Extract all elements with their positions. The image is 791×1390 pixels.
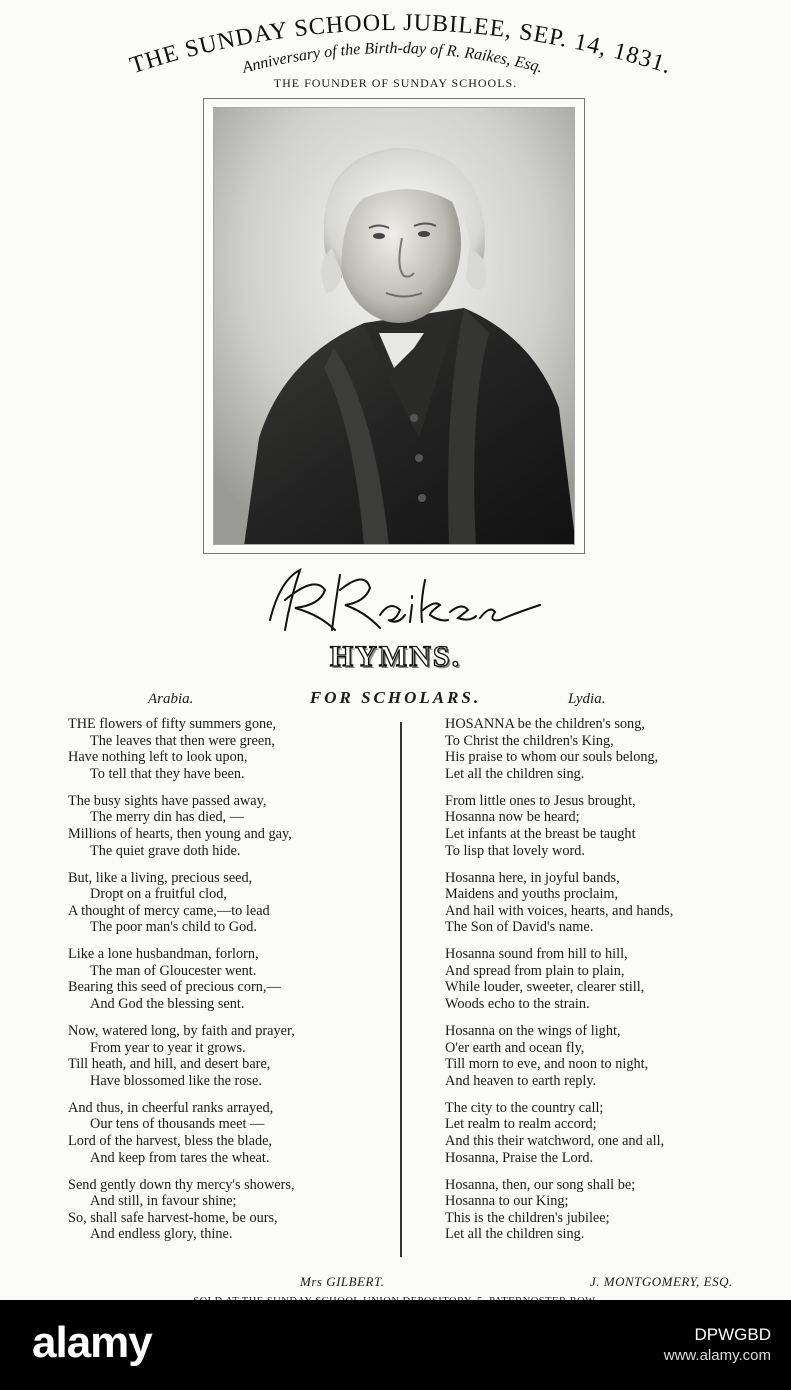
verse-line: To tell that they have been. [90,765,245,782]
verse-line: Hosanna now be heard; [445,809,580,826]
stanza [68,716,398,782]
verse-line: And spread from plain to plain, [445,962,625,979]
right-hymn-column [445,716,775,1253]
verse-line: THE flowers of fifty summers gone, [68,716,277,732]
stanza [68,793,398,859]
verse-line: Let realm to realm accord; [445,1116,597,1133]
verse-line: Like a lone husbandman, forlorn, [68,946,259,963]
verse-line: The poor man's child to God. [90,919,257,936]
founder-line: THE FOUNDER OF SUNDAY SCHOOLS. [273,76,518,90]
stanza [68,870,398,936]
stanza [445,1100,775,1166]
verse-line: But, like a living, precious seed, [68,869,253,886]
hymns-title: HYMNS. [329,640,462,673]
verse-line: Hosanna, Praise the Lord. [445,1149,594,1166]
verse-line: The busy sights have passed away, [68,792,267,809]
verse-line: Let all the children sing. [445,1226,585,1243]
verse-line: Till morn to eve, and noon to night, [445,1056,649,1073]
verse-line: Dropt on a fruitful clod, [90,886,227,903]
verse-line: The quiet grave doth hide. [90,842,241,859]
verse-line: And this their watchword, one and all, [445,1133,665,1150]
verse-line: The merry din has died, — [90,809,245,826]
verse-line: HOSANNA be the children's song, [445,716,645,732]
verse-line: A thought of mercy came,—to lead [68,902,270,919]
verse-line: And keep from tares the wheat. [90,1149,270,1166]
verse-line: Bearing this seed of precious corn,— [68,979,281,996]
verse-line: Till heath, and hill, and desert bare, [68,1056,271,1073]
verse-line: Hosanna to our King; [445,1193,569,1210]
verse-line: Now, watered long, by faith and prayer, [68,1023,295,1040]
verse-line: Let infants at the breast be taught [445,825,636,842]
alamy-logo: alamy [32,1318,152,1367]
verse-line: Lord of the harvest, bless the blade, [68,1133,273,1150]
verse-line: And endless glory, thine. [90,1226,233,1243]
stanza [445,716,775,782]
stanza [68,1023,398,1089]
verse-line: And God the blessing sent. [90,996,245,1013]
image-id [664,1324,771,1366]
stanza [445,1177,775,1243]
verse-line: Our tens of thousands meet — [90,1116,265,1133]
verse-line: And thus, in cheerful ranks arrayed, [68,1099,274,1116]
verse-line: The man of Gloucester went. [90,962,257,979]
jubilee-title: THE SUNDAY SCHOOL JUBILEE, SEP. 14, 1831. [126,9,675,80]
left-hymn-column [68,716,398,1253]
verse-line: To Christ the children's King, [445,732,614,749]
verse-line: And hail with voices, hearts, and hands, [445,902,674,919]
title-arch [0,0,791,110]
verse-line: And still, in favour shine; [90,1193,237,1210]
verse-line: So, shall safe harvest-home, be ours, [68,1209,278,1226]
anniversary-subtitle: Anniversary of the Birth-day of R. Raikes, Esq. [240,39,545,77]
verse-line: Hosanna here, in joyful bands, [445,869,620,886]
stanza [68,1177,398,1243]
portrait-engraving [214,108,575,545]
verse-line: O'er earth and ocean fly, [445,1039,585,1056]
stanza [68,946,398,1012]
site-url: www.alamy.com [663,1347,771,1364]
verse-line: From little ones to Jesus brought, [445,792,636,809]
verse-line: This is the children's jubilee; [445,1209,610,1226]
right-hymn-author: J. MONTGOMERY, ESQ. [590,1274,733,1289]
verse-line: Let all the children sing. [445,765,585,782]
left-hymn-author: Mrs GILBERT. [300,1274,385,1289]
stanza [445,870,775,936]
verse-line: Hosanna, then, our song shall be; [445,1176,636,1193]
stanza [68,1100,398,1166]
verse-line: And heaven to earth reply. [445,1072,597,1089]
right-hymn-tune: Lydia. [568,691,606,707]
verse-line: The city to the country call; [445,1099,604,1116]
verse-line: While louder, sweeter, clearer still, [445,979,645,996]
stanza [445,946,775,1012]
verse-line: Maidens and youths proclaim, [445,886,619,903]
verse-line: Have blossomed like the rose. [90,1072,262,1089]
verse-line: To lisp that lovely word. [445,842,585,859]
verse-line: The Son of David's name. [445,919,594,936]
image-code: DPWGBD [694,1325,771,1344]
verse-line: Hosanna sound from hill to hill, [445,946,628,963]
verse-line: From year to year it grows. [90,1039,246,1056]
raikes-portrait [213,107,575,545]
verse-line: Woods echo to the strain. [445,996,590,1013]
for-scholars-heading: FOR SCHOLARS. [309,688,482,707]
verse-line: Millions of hearts, then young and gay, [68,825,292,842]
verse-line: Have nothing left to look upon, [68,749,248,766]
stock-watermark-banner [0,1300,791,1390]
verse-line: Hosanna on the wings of light, [445,1023,621,1040]
portrait-frame [203,98,585,554]
column-divider [400,722,402,1257]
verse-line: His praise to whom our souls belong, [445,749,659,766]
stanza [445,1023,775,1089]
verse-line: Send gently down thy mercy's showers, [68,1176,295,1193]
raikes-signature [240,560,570,642]
stanza [445,793,775,859]
left-hymn-tune: Arabia. [148,691,194,707]
verse-line: The leaves that then were green, [90,732,275,749]
